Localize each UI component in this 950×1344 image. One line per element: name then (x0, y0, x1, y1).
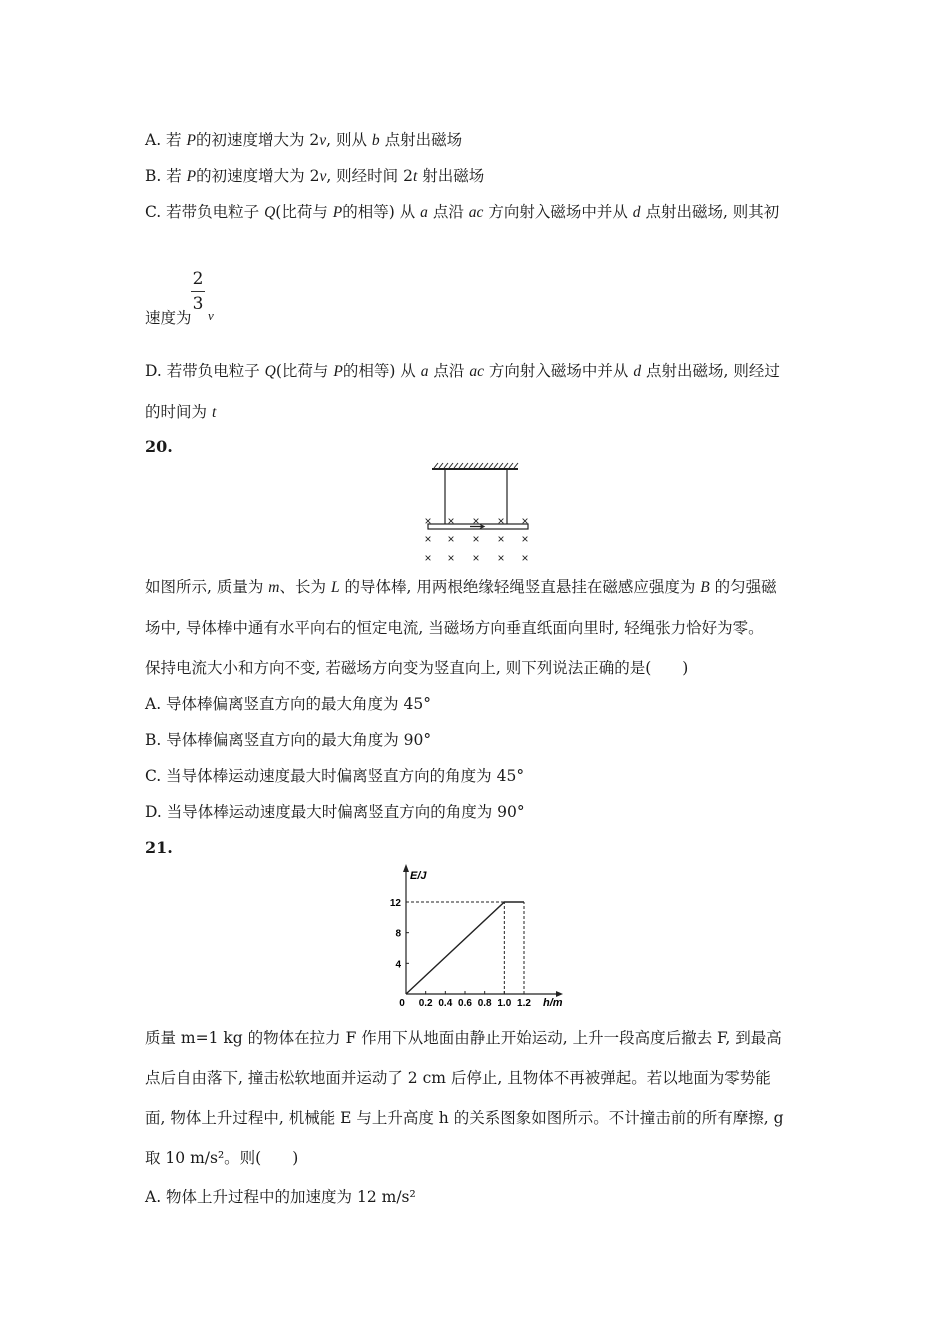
q20-option-b: B. 导体棒偏离竖直方向的最大角度为 90° (145, 731, 432, 749)
q19-option-a: A. 若 P的初速度增大为 2v, 则从 b 点射出磁场 (145, 131, 463, 149)
field-cross: × (497, 514, 505, 528)
energy-series-line (406, 902, 524, 994)
field-cross: × (497, 551, 505, 565)
question-20-number: 20. (145, 437, 173, 456)
y-tick-label: 12 (389, 898, 401, 909)
fraction-bar (191, 291, 205, 292)
q21-stem-line1: 质量 m=1 kg 的物体在拉力 F 作用下从地面由静止开始运动, 上升一段高度后撤去 F, 到最高 (145, 1029, 782, 1047)
field-cross: × (447, 514, 455, 528)
question-21-number: 21. (145, 838, 173, 857)
y-tick-label: 4 (395, 959, 401, 971)
q20-option-c: C. 当导体棒运动速度最大时偏离竖直方向的角度为 45° (145, 767, 525, 785)
q21-stem-line2: 点后自由落下, 撞击松软地面并运动了 2 cm 后停止, 且物体不再被弹起。若以地面为零势能 (145, 1069, 771, 1087)
y-axis-label: E/J (410, 870, 427, 882)
q21-stem-line4: 取 10 m/s²。则( ) (145, 1149, 299, 1167)
ceiling-hatching (434, 463, 518, 468)
q20-stem-line3: 保持电流大小和方向不变, 若磁场方向变为竖直向上, 则下列说法正确的是( ) (145, 659, 689, 677)
field-cross: × (521, 532, 529, 546)
y-axis-arrow (403, 864, 409, 872)
q21-stem-line3: 面, 物体上升过程中, 机械能 E 与上升高度 h 的关系图象如图所示。不计撞击前的所有摩擦, g (145, 1109, 784, 1127)
q20-figure (418, 462, 536, 568)
q20-option-d: D. 当导体棒运动速度最大时偏离竖直方向的角度为 90° (145, 803, 525, 821)
q19-option-c: C. 若带负电粒子 Q(比荷与 P的相等) 从 a 点沿 ac 方向射入磁场中并从 d 点射出磁场, 则其初 (145, 203, 780, 221)
x-tick-label: 0 (399, 998, 405, 1008)
magnetic-field-crosses (424, 514, 528, 565)
x-tick-label: 0.4 (438, 998, 453, 1008)
field-cross: × (447, 532, 455, 546)
field-cross: × (424, 532, 432, 546)
q20-option-a: A. 导体棒偏离竖直方向的最大角度为 45° (145, 695, 431, 713)
field-cross: × (521, 551, 529, 565)
field-cross: × (472, 532, 480, 546)
field-cross: × (472, 551, 480, 565)
field-cross: × (424, 551, 432, 565)
fraction-denominator: 3 (192, 294, 204, 314)
x-tick-label: 0.6 (458, 998, 472, 1008)
x-axis-label: h/m (543, 997, 563, 1008)
fraction-numerator: 2 (192, 269, 204, 289)
q21-option-a: A. 物体上升过程中的加速度为 12 m/s² (145, 1188, 416, 1206)
fraction-velocity-symbol: v (208, 308, 214, 323)
q19-option-d-line2: 的时间为 t (145, 403, 217, 421)
q19-option-c-line2: 速度为 (145, 309, 192, 327)
x-tick-label: 0.8 (477, 998, 492, 1008)
field-cross: × (424, 514, 432, 528)
field-cross: × (472, 514, 480, 528)
field-cross: × (521, 514, 529, 528)
x-tick-label: 1.0 (497, 998, 512, 1008)
q20-stem-line1: 如图所示, 质量为 m、长为 L 的导体棒, 用两根绝缘轻绳竖直悬挂在磁感应强度为 B 的匀强磁 (145, 578, 777, 596)
energy-height-chart (380, 862, 570, 1008)
x-tick-label: 1.2 (517, 998, 531, 1008)
field-cross: × (447, 551, 455, 565)
q19-option-b: B. 若 P的初速度增大为 2v, 则经时间 2t 射出磁场 (145, 167, 485, 185)
y-tick-label: 8 (395, 928, 401, 940)
q19-option-d: D. 若带负电粒子 Q(比荷与 P的相等) 从 a 点沿 ac 方向射入磁场中并从 d 点射出磁场, 则经过 (145, 362, 780, 380)
field-cross: × (497, 532, 505, 546)
q20-stem-line2: 场中, 导体棒中通有水平向右的恒定电流, 当磁场方向垂直纸面向里时, 轻绳张力恰好为零。 (145, 619, 764, 637)
x-tick-label: 0.2 (418, 998, 433, 1008)
